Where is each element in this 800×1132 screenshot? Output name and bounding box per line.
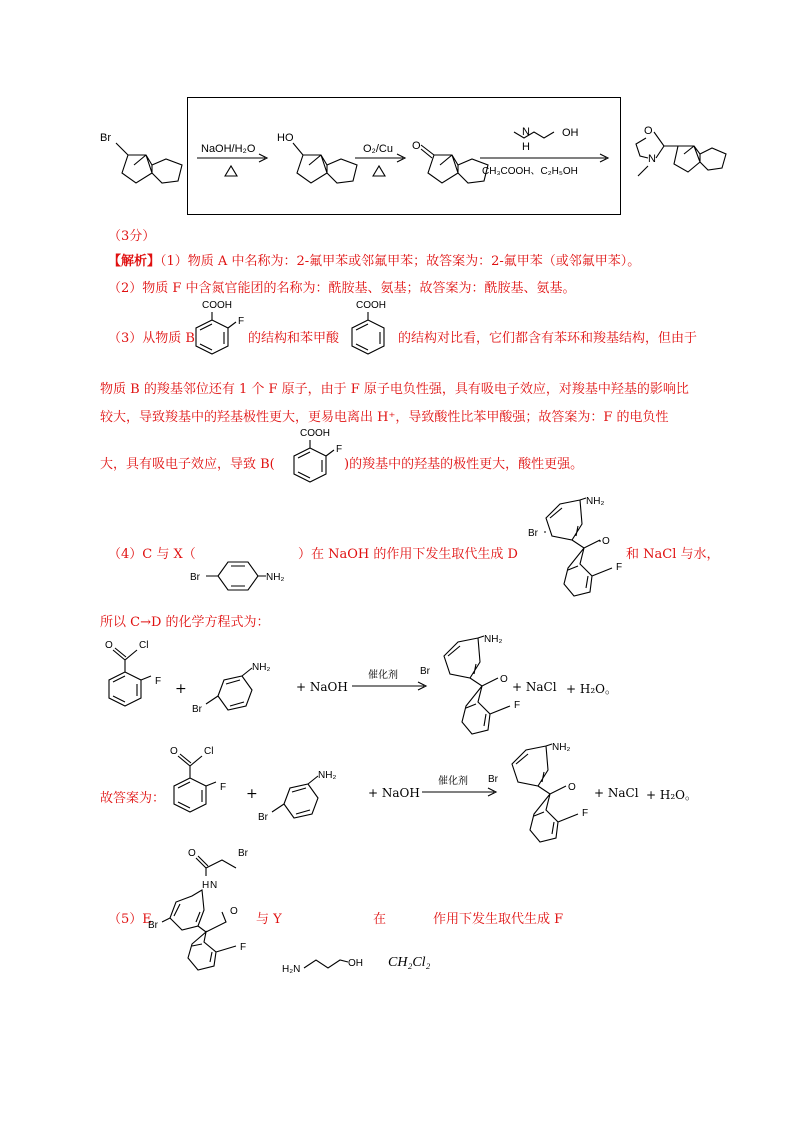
- n-label-2: N: [648, 153, 656, 165]
- br-label-6: Br: [258, 812, 268, 823]
- br-label: Br: [100, 132, 111, 144]
- o-label-5: O: [500, 674, 508, 685]
- f-label-4: F: [155, 676, 162, 687]
- analysis-p5-a: （5）E: [108, 912, 152, 927]
- analysis-p3-b: 的结构和苯甲酸: [248, 331, 340, 346]
- analysis-p3-line3: 较大，导致羧基中的羟基极性更大，更易电离出 H⁺，导致酸性比苯甲酸强；故答案为：F 的电负性: [100, 410, 669, 425]
- ho-label: HO: [277, 132, 294, 144]
- analysis-p5-c: 在: [373, 912, 387, 927]
- eq1-h2o: + H₂O。: [566, 682, 617, 696]
- eq2-product-d: [486, 736, 596, 848]
- eq2-acyl-chloride: [170, 742, 240, 824]
- analysis-p1: （1）物质 A 中名称为：2-氟甲苯或邻氟甲苯；故答案为：2-氟甲苯（或邻氟甲苯）。: [160, 254, 641, 269]
- eq1-plus-1: +: [175, 681, 187, 697]
- o-label-7: O: [568, 782, 576, 793]
- eq2-plus-1: +: [246, 786, 258, 802]
- eq2-h2o: + H₂O。: [646, 788, 697, 802]
- h-label-2: H: [202, 880, 210, 891]
- o-label: O: [412, 140, 421, 152]
- nh2-label-6: NH₂: [552, 742, 571, 753]
- cooh-label-3: COOH: [300, 428, 330, 439]
- o-label-8: O: [188, 848, 196, 859]
- arrow-naoh: [195, 142, 275, 182]
- nh2-label-2: NH₂: [586, 496, 605, 507]
- nh2-label: NH₂: [266, 572, 285, 583]
- analysis-p4-line2: 所以 C→D 的化学方程式为：: [100, 615, 270, 630]
- br-label-8: Br: [238, 848, 248, 859]
- analysis-p3-line4-b: )的羧基中的羟基的极性更大，酸性更强。: [344, 457, 584, 472]
- eq2-catalyst: 催化剂: [438, 776, 468, 787]
- f-label-5: F: [514, 700, 521, 711]
- analysis-line-1: [108, 250, 640, 269]
- oh-label-2: OH: [348, 958, 363, 969]
- nh2-label-4: NH₂: [484, 634, 503, 645]
- benzoic-acid-structure: [342, 298, 402, 360]
- eq1-naoh: + NaOH: [296, 680, 348, 694]
- eq2-bromoaniline: [258, 768, 358, 828]
- analysis-p4-c: 和 NaCl 与水，: [626, 547, 720, 562]
- arrow-aminoethanol: [478, 120, 618, 180]
- reagent-acetic-ethanol: CH₃COOH、C₂H₅OH: [482, 166, 578, 177]
- y-ethanolamine-structure: [282, 952, 372, 980]
- analysis-p4-a: （4）C 与 X（: [108, 547, 196, 562]
- analysis-p3-line4-a: 大，具有吸电子效应，导致 B(: [100, 457, 275, 472]
- analysis-p5-b: 与 Y: [256, 912, 282, 927]
- analysis-p3-a: （3）从物质 B: [108, 331, 195, 346]
- f-label-8: F: [240, 942, 247, 953]
- o-label-9: O: [230, 906, 238, 917]
- br-label-7: Br: [488, 774, 498, 785]
- analysis-p3-c: 的结构对比看，它们都含有苯环和羧基结构，但由于: [398, 331, 698, 346]
- o-label-2: O: [644, 125, 653, 137]
- reagent-naoh: NaOH/H₂O: [201, 143, 256, 155]
- br-label-9: Br: [148, 920, 158, 931]
- reagent-o2cu: O₂/Cu: [363, 143, 393, 155]
- d-structure: [520, 490, 630, 602]
- eq1-nacl: + NaCl: [512, 680, 557, 694]
- cl-label-2: Cl: [204, 746, 214, 757]
- n-label: N: [522, 126, 530, 138]
- br-label-3: Br: [528, 528, 538, 539]
- nh2-label-5: NH₂: [318, 770, 337, 781]
- b-structure-inline-1: [186, 298, 256, 360]
- analysis-p5-d: 作用下发生取代生成 F: [433, 912, 564, 927]
- cl-label: Cl: [139, 640, 149, 651]
- eq2-nacl: + NaCl: [594, 786, 639, 800]
- alcohol-intermediate-structure: [275, 125, 365, 195]
- bromo-tricyclic-structure: [100, 125, 190, 195]
- f-label: F: [238, 316, 245, 327]
- answer-label: 故答案为：: [100, 791, 166, 806]
- o-label-3: O: [602, 536, 610, 547]
- oxazolidine-product-structure: [628, 118, 728, 188]
- arrow-o2-cu: [353, 142, 413, 182]
- eq2-naoh: + NaOH: [368, 786, 420, 800]
- eq1-bromoaniline: [192, 660, 292, 720]
- f-label-7: F: [582, 808, 589, 819]
- br-label-5: Br: [420, 666, 430, 677]
- h-label: H: [522, 141, 530, 153]
- score-text: （3分）: [108, 229, 156, 244]
- eq1-acyl-chloride: [105, 636, 175, 718]
- eq1-catalyst: 催化剂: [368, 670, 398, 681]
- f-label-3: F: [616, 562, 623, 573]
- n-label-3: N: [210, 880, 218, 891]
- analysis-p3-line2: 物质 B 的羧基邻位还有 1 个 F 原子，由于 F 原子电负性强，具有吸电子效应，对羧基中羟基的影响比: [100, 382, 689, 397]
- analysis-p4-b: ）在 NaOH 的作用下发生取代生成 D: [298, 547, 518, 562]
- o-label-4: O: [105, 640, 113, 651]
- oh-label: OH: [562, 127, 579, 139]
- br-label-4: Br: [192, 704, 202, 715]
- x-4-bromoaniline-structure: [188, 556, 298, 590]
- cooh-label: COOH: [202, 300, 232, 311]
- cooh-label-2: COOH: [356, 300, 386, 311]
- f-label-2: F: [336, 444, 343, 455]
- solvent-ch2cl2: CH₂Cl₂: [388, 955, 431, 970]
- o-label-6: O: [170, 746, 178, 757]
- analysis-tag: 【解析】: [108, 254, 161, 269]
- h2n-label: H₂N: [282, 964, 301, 975]
- e-structure: [146, 846, 256, 976]
- f-label-6: F: [220, 782, 227, 793]
- nh2-label-3: NH₂: [252, 662, 271, 673]
- analysis-p2: （2）物质 F 中含氮官能团的名称为：酰胺基、氨基；故答案为：酰胺基、氨基。: [108, 281, 576, 296]
- br-label-2: Br: [190, 572, 200, 583]
